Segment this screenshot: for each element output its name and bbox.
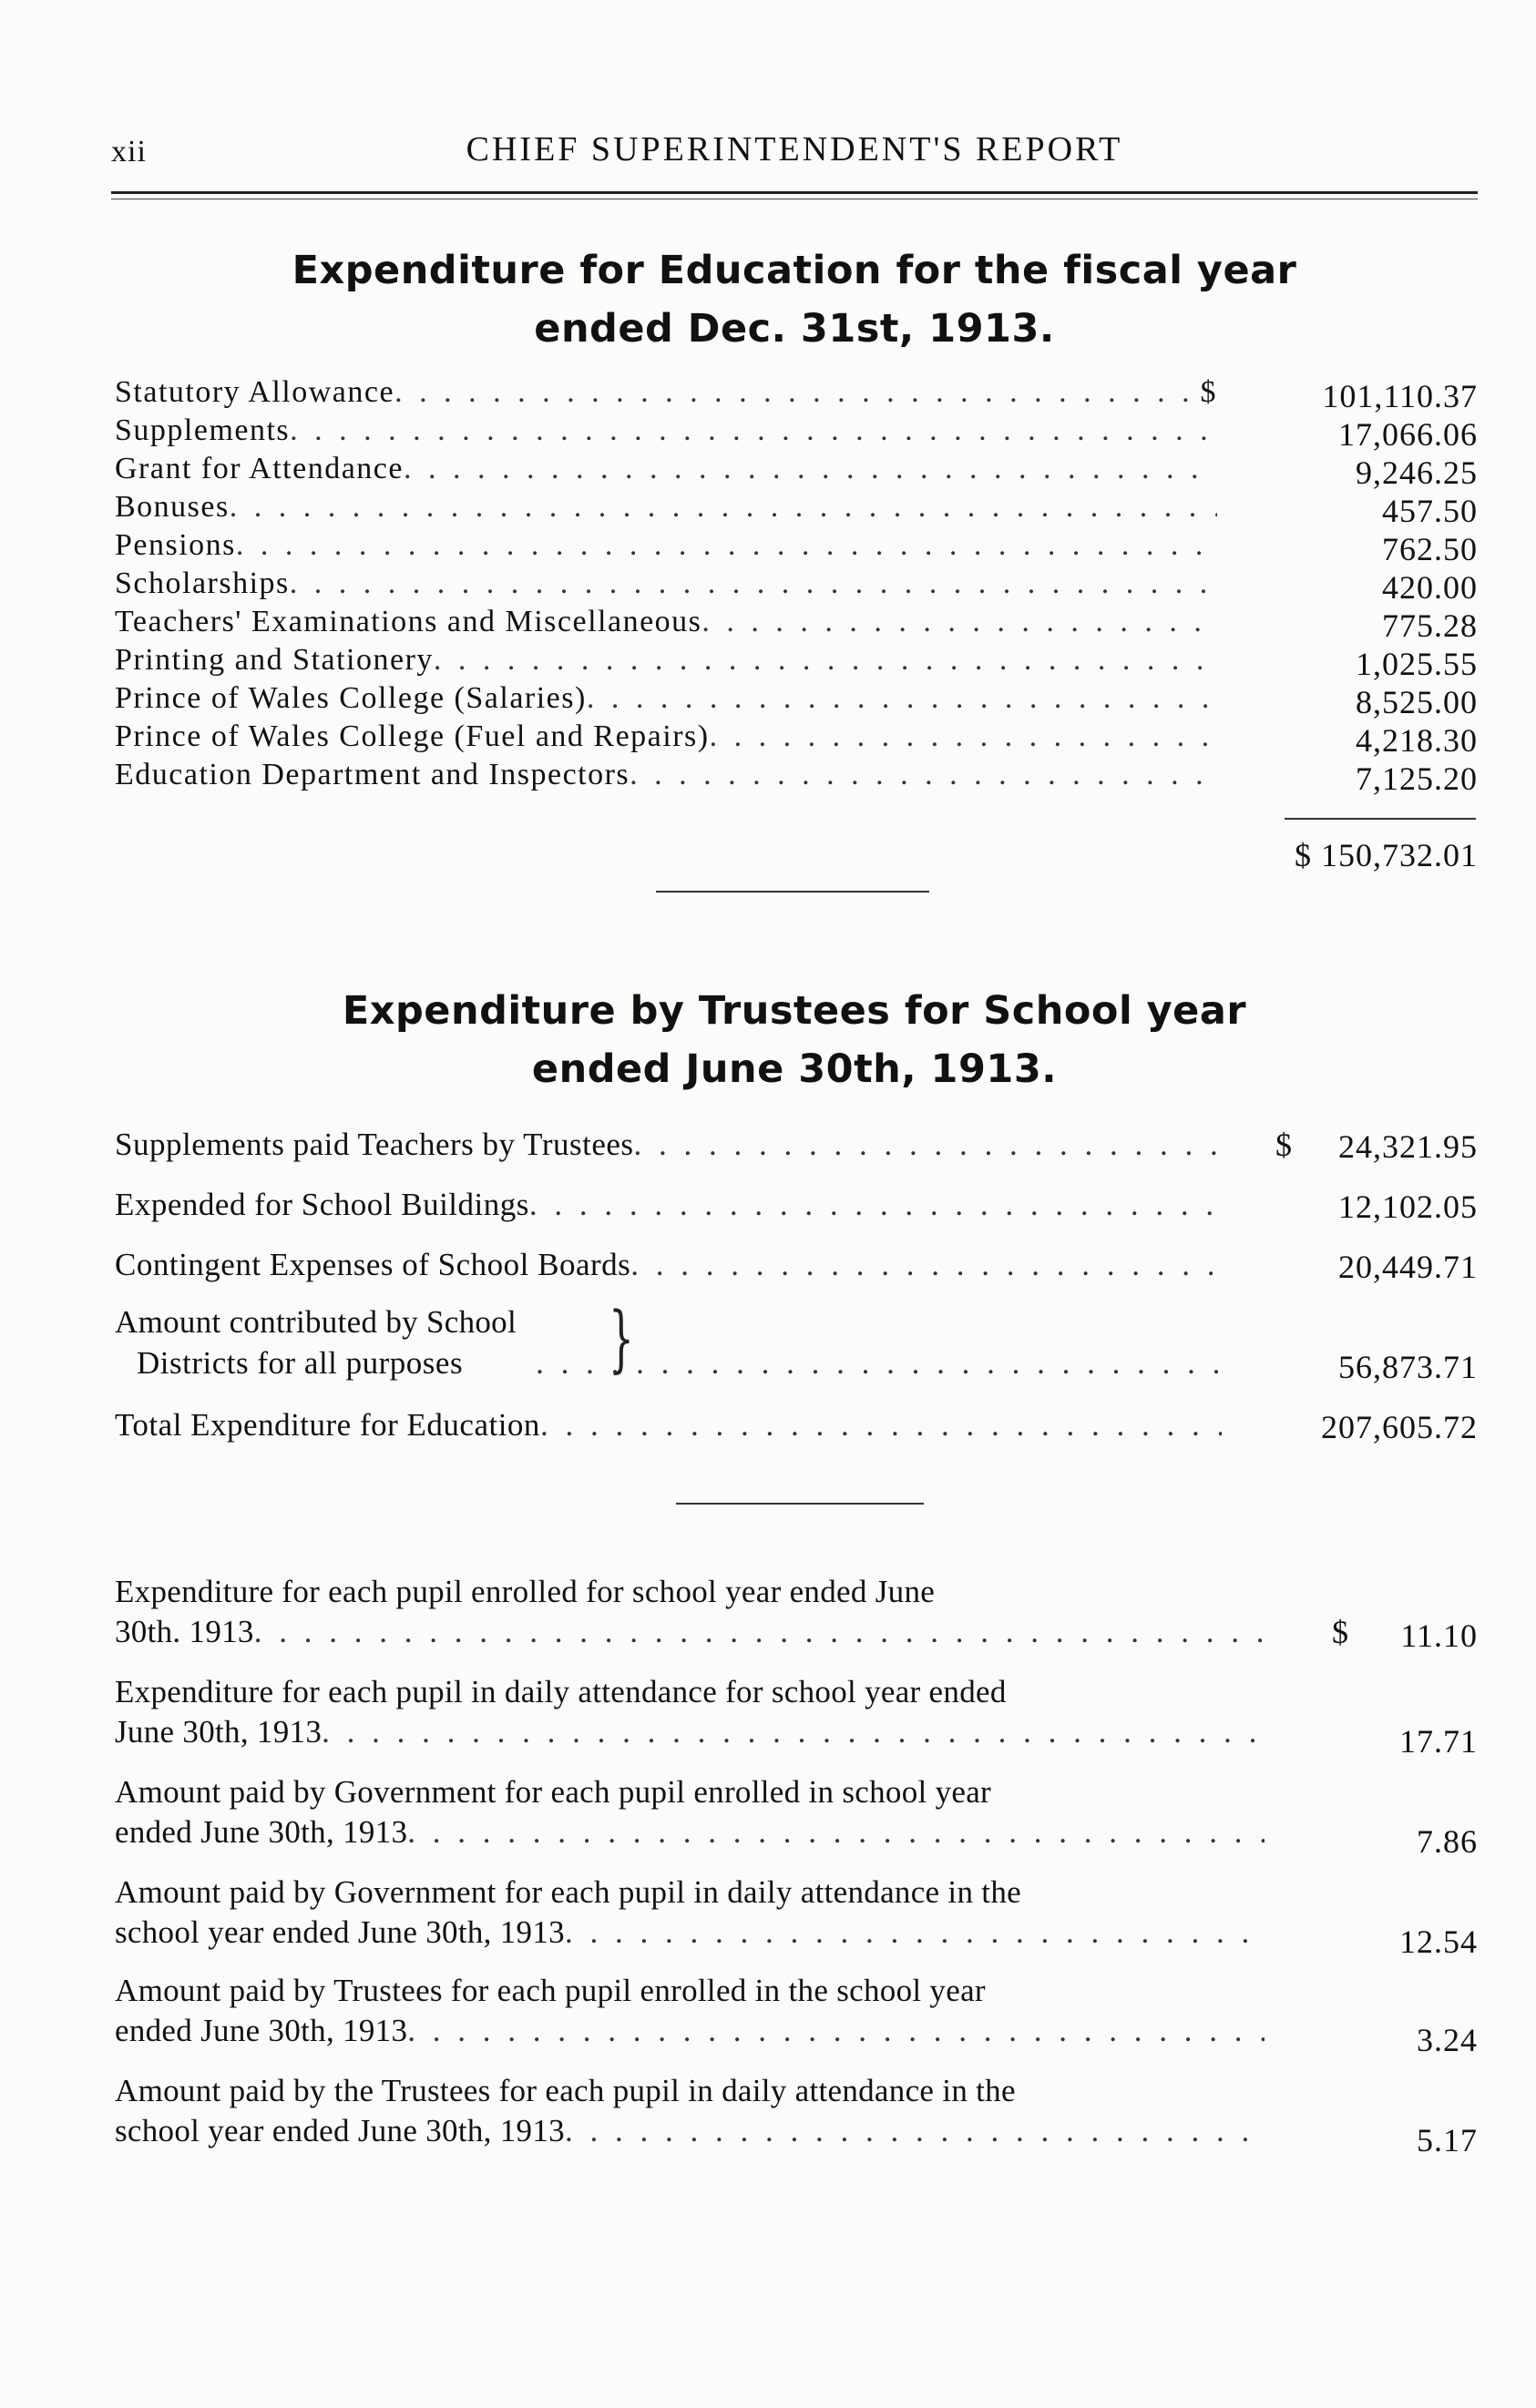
ledger-amount: 101,110.37 — [1322, 378, 1478, 414]
ledger-amount: 1,025.55 — [1356, 646, 1478, 682]
leader-dots — [630, 1246, 1222, 1284]
ledger-row — [115, 412, 1217, 450]
ledger-row — [115, 565, 1217, 603]
ledger-amount: 420.00 — [1382, 569, 1478, 606]
ledger-amount: 762.50 — [1382, 531, 1478, 567]
header-rule — [111, 191, 1478, 194]
ledger-amount: 8,525.00 — [1356, 684, 1478, 720]
paragraph-line1: Amount paid by the Trustees for each pupil in daily attendance in the — [115, 2073, 1016, 2108]
ledger-row — [115, 603, 1217, 641]
leader-dots — [565, 1913, 1265, 1953]
paragraph-line1: Expenditure for each pupil in daily attendance for school year ended — [115, 1674, 1007, 1709]
ledger-row — [115, 2011, 1265, 2051]
leader-dots — [290, 565, 1217, 603]
section-divider — [676, 1503, 924, 1505]
ledger-amount: 20,449.71 — [1338, 1249, 1478, 1285]
leader-dots — [434, 641, 1217, 679]
leader-dots — [254, 1612, 1265, 1652]
ledger-label: Bonuses — [115, 490, 230, 524]
ledger-label: Education Department and Inspectors — [115, 758, 630, 791]
leader-dots — [529, 1186, 1222, 1224]
section2-title — [111, 982, 1478, 1098]
ledger-row — [115, 1812, 1265, 1852]
leader-dots — [322, 1712, 1265, 1752]
ledger-label: Printing and Stationery — [115, 643, 434, 677]
leader-dots — [230, 488, 1217, 526]
section1-title-line1: Expenditure for Education for the fiscal year — [292, 248, 1297, 293]
section1-total: $ 150,732.01 — [1295, 837, 1478, 873]
ledger-label: Prince of Wales College (Fuel and Repairs) — [115, 719, 710, 753]
ledger-row — [115, 641, 1217, 679]
ledger-amount: 775.28 — [1382, 607, 1478, 644]
ledger-amount: 457.50 — [1382, 493, 1478, 529]
paragraph-line1: Expenditure for each pupil enrolled for school year ended June — [115, 1574, 936, 1609]
leader-dots — [565, 2111, 1265, 2151]
ledger-label: Grant for Attendance — [115, 452, 404, 485]
leader-dots — [394, 373, 1194, 412]
leader-dots — [407, 1812, 1265, 1852]
leader-dots — [540, 1406, 1222, 1444]
ledger-row — [115, 1246, 1222, 1284]
ledger-amount: 12.54 — [1399, 1923, 1478, 1960]
ledger-amount: 17.71 — [1399, 1723, 1478, 1760]
leader-dots — [404, 450, 1217, 488]
ledger-label: Pensions — [115, 528, 236, 562]
ledger-label: Contingent Expenses of School Boards — [115, 1247, 631, 1282]
paragraph-line2: June 30th, 1913 — [115, 1714, 323, 1750]
paragraph-line2: ended June 30th, 1913 — [115, 1814, 408, 1850]
section2-title-line1: Expenditure by Trustees for School year — [342, 988, 1247, 1034]
currency-sign: $ — [1332, 1614, 1348, 1650]
ledger-row — [115, 1186, 1222, 1224]
ledger-amount: 12,102.05 — [1338, 1189, 1478, 1225]
paragraph-line1: Amount paid by Trustees for each pupil enrolled in the school year — [115, 1973, 986, 2008]
leader-dots — [587, 679, 1217, 718]
ledger-amount: 3.24 — [1417, 2022, 1478, 2058]
paragraph-line2: ended June 30th, 1913 — [115, 2013, 408, 2048]
leader-dots — [701, 603, 1217, 641]
leader-dots — [710, 718, 1217, 756]
leader-dots — [236, 526, 1217, 565]
ledger-label: Prince of Wales College (Salaries) — [115, 681, 587, 715]
ledger-row — [115, 1612, 1265, 1652]
ledger-row — [115, 1126, 1222, 1164]
ledger-row — [115, 526, 1217, 565]
ledger-label: Scholarships — [115, 566, 290, 600]
ledger-amount: 11.10 — [1400, 1617, 1478, 1654]
ledger-row — [115, 1712, 1265, 1752]
ledger-row — [115, 450, 1217, 488]
section1-title — [111, 241, 1478, 358]
paragraph-line2: school year ended June 30th, 1913 — [115, 1914, 565, 1950]
ledger-row — [115, 373, 1217, 412]
ledger-amount: 24,321.95 — [1338, 1128, 1478, 1165]
ledger-amount: 4,218.30 — [1356, 722, 1478, 759]
leader-dots — [536, 1344, 1222, 1383]
ledger-label: Total Expenditure for Education — [115, 1407, 540, 1443]
leader-dots — [407, 2011, 1265, 2051]
leader-dots — [290, 412, 1217, 450]
ledger-row — [137, 1344, 1222, 1383]
ledger-row — [115, 488, 1217, 526]
ledger-amount: 9,246.25 — [1356, 454, 1478, 491]
ledger-amount: 7.86 — [1417, 1823, 1478, 1860]
ledger-amount: 7,125.20 — [1356, 760, 1478, 797]
ledger-amount: 56,873.71 — [1338, 1349, 1478, 1385]
ledger-amount: 17,066.06 — [1338, 416, 1478, 453]
paragraph-line1: Amount paid by Government for each pupil enrolled in school year — [115, 1774, 991, 1810]
ledger-row — [115, 718, 1217, 756]
section2-title-line2: ended June 30th, 1913. — [531, 1046, 1058, 1092]
ledger-amount: 207,605.72 — [1321, 1409, 1478, 1445]
ledger-label: Expended for School Buildings — [115, 1187, 529, 1222]
running-header — [111, 126, 1478, 180]
ledger-label: Supplements — [115, 413, 291, 447]
ledger-label: Teachers' Examinations and Miscellaneous — [115, 605, 702, 638]
ledger-row — [115, 756, 1217, 794]
section1-title-line2: ended Dec. 31st, 1913. — [534, 306, 1055, 352]
ledger-row — [115, 1406, 1222, 1444]
paragraph-line2: 30th. 1913 — [115, 1614, 254, 1649]
paragraph-line1: Amount paid by Government for each pupil in daily attendance in the — [115, 1874, 1021, 1910]
running-title: CHIEF SUPERINTENDENT'S REPORT — [466, 130, 1123, 168]
currency-sign: $ — [1275, 1127, 1292, 1163]
ledger-row — [115, 679, 1217, 718]
leader-dots — [630, 756, 1217, 794]
currency-sign: $ — [1200, 375, 1217, 409]
ledger-row — [115, 2111, 1265, 2151]
paragraph-line2: school year ended June 30th, 1913 — [115, 2113, 565, 2148]
ledger-amount: 5.17 — [1417, 2122, 1478, 2158]
ledger-label-line2: Districts for all purposes — [137, 1345, 464, 1381]
ledger-label: Supplements paid Teachers by Trustees — [115, 1127, 634, 1162]
section-divider — [656, 891, 929, 893]
ledger-label-line1: Amount contributed by School — [115, 1304, 517, 1340]
ledger-row — [115, 1913, 1265, 1953]
leader-dots — [634, 1126, 1222, 1164]
brace-glyph: } — [609, 1296, 634, 1381]
ledger-label: Statutory Allowance — [115, 375, 395, 409]
page-number: xii — [111, 135, 147, 168]
sum-rule — [1285, 818, 1476, 820]
